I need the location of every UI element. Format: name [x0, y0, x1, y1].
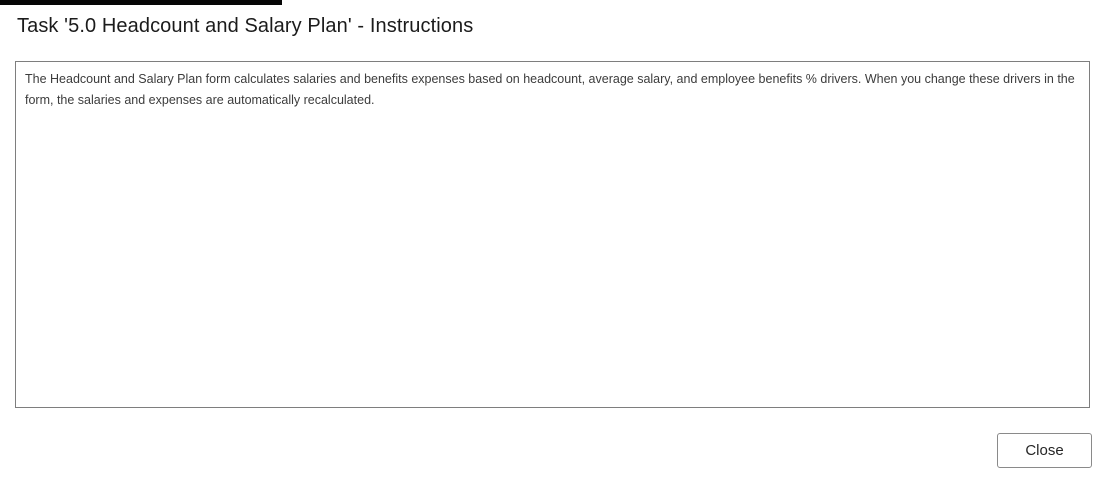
dialog-title: Task '5.0 Headcount and Salary Plan' - Instructions	[17, 15, 474, 37]
instructions-text: The Headcount and Salary Plan form calculates salaries and benefits expenses based on headcount, average salary, and employee benefits % drivers. When you change these drivers in the form, the salaries and expenses are automatically recalculated.	[25, 72, 1075, 107]
close-button[interactable]: Close	[997, 433, 1092, 468]
cropped-top-bar-fragment	[0, 0, 282, 5]
instructions-textbox	[15, 61, 1090, 408]
